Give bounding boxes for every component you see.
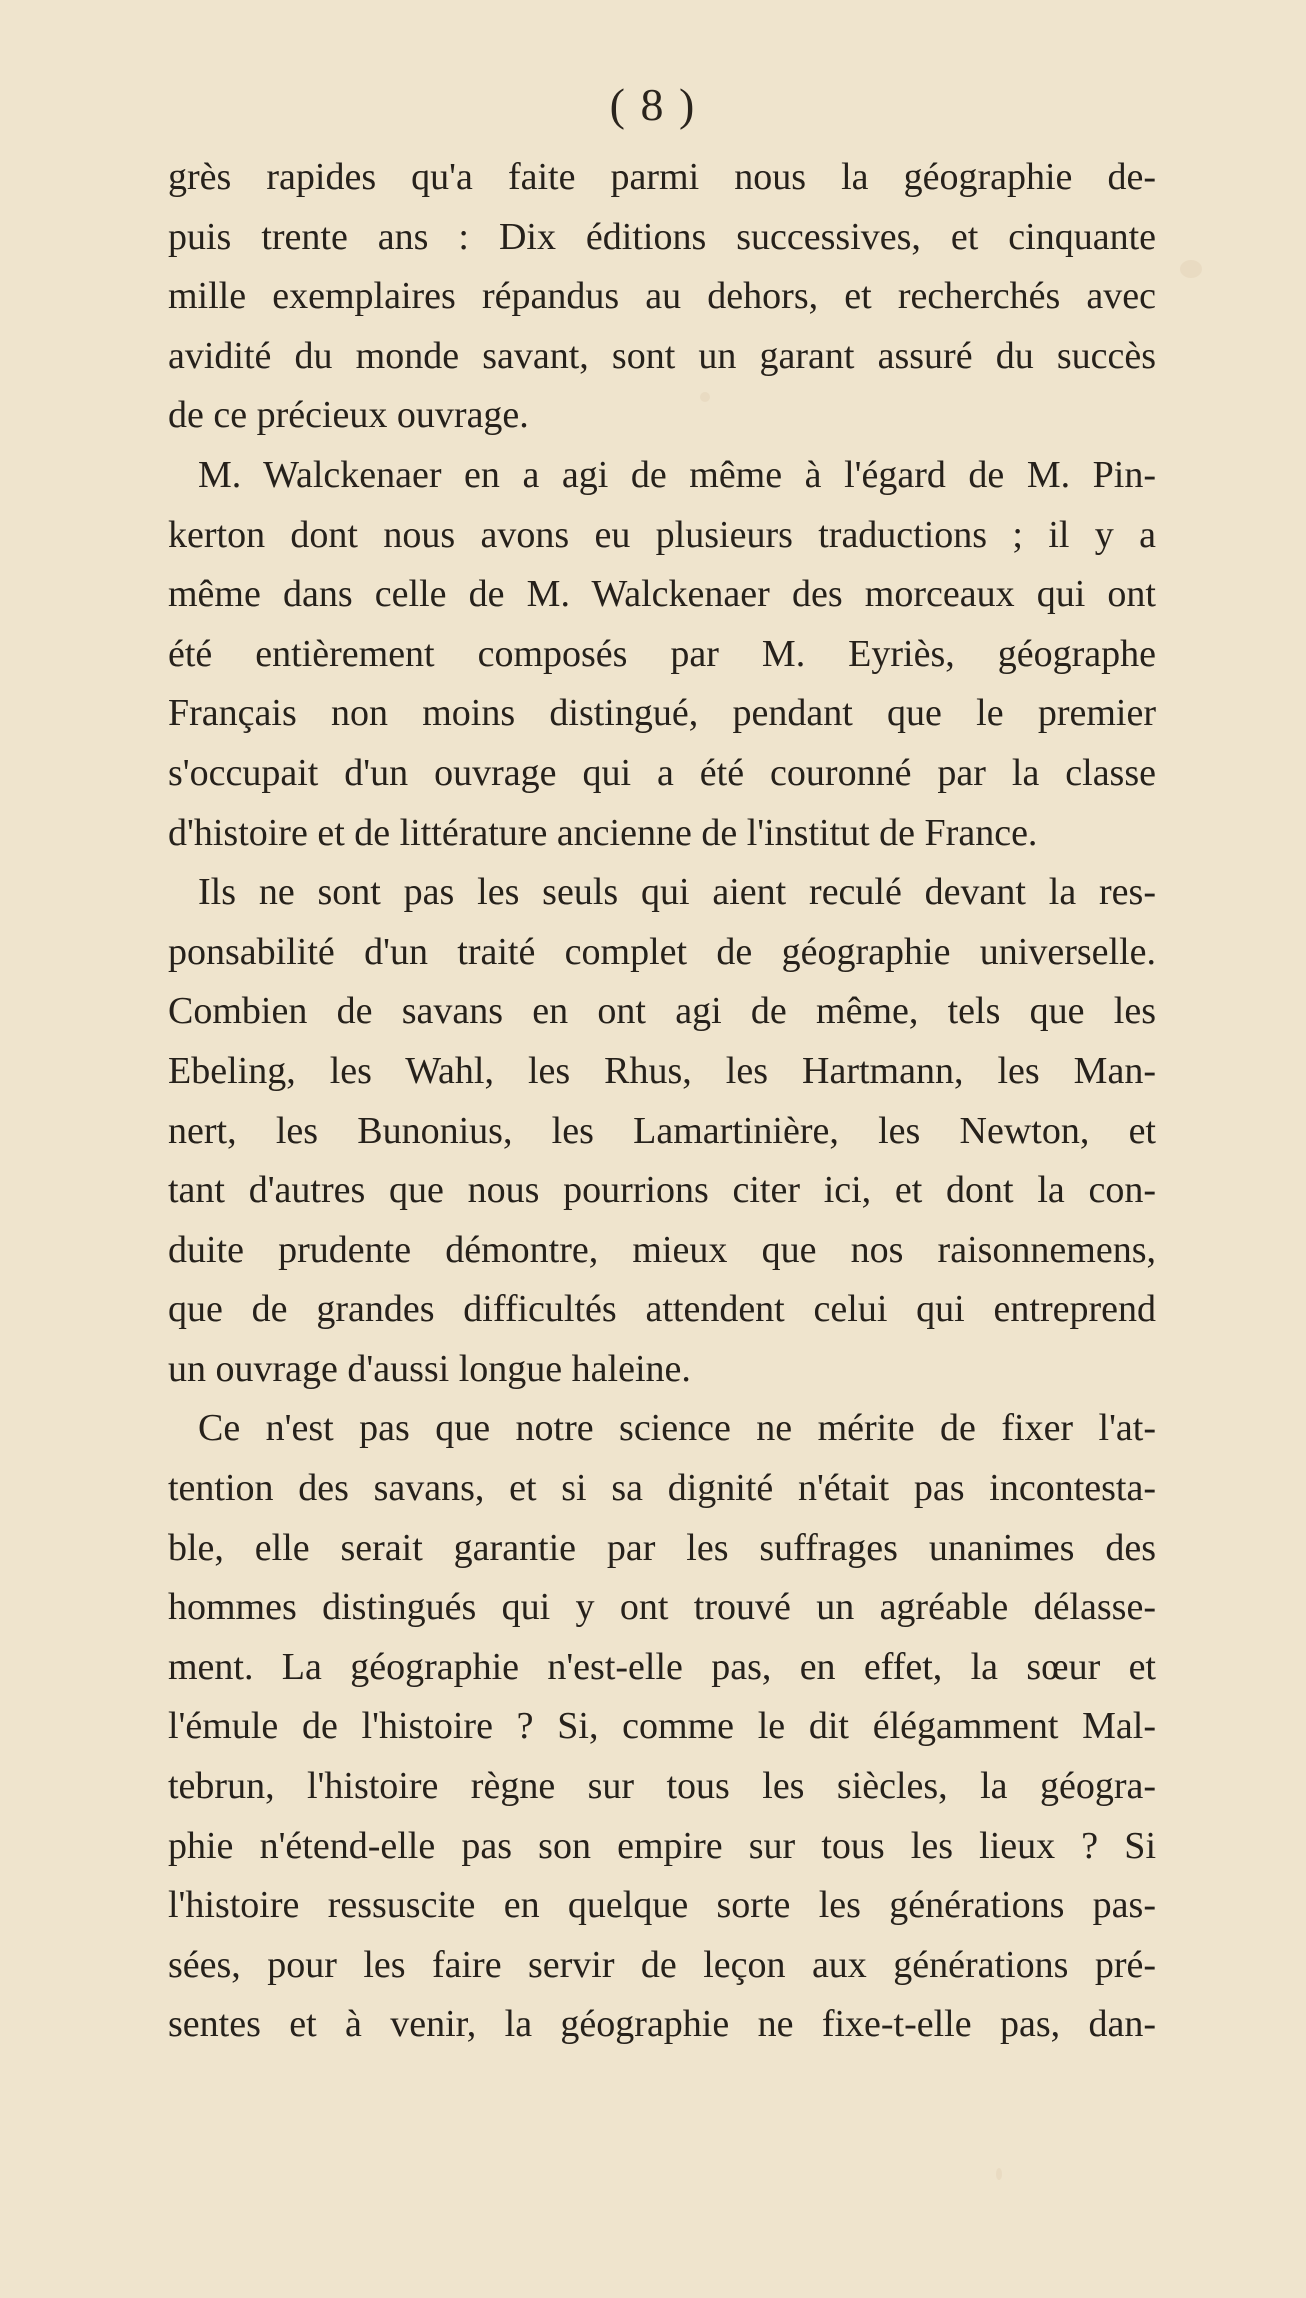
text-line: mille exemplaires répandus au dehors, et recherchés avec <box>168 275 1156 318</box>
text-line: kerton dont nous avons eu plusieurs traductions ; il y a <box>168 513 1156 556</box>
text-line: ble, elle serait garantie par les suffrages unanimes des <box>168 1526 1156 1569</box>
text-line: même dans celle de M. Walckenaer des morceaux qui ont <box>168 573 1156 616</box>
text-line: tention des savans, et si sa dignité n'était pas incontesta- <box>168 1467 1156 1510</box>
text-line: Ils ne sont pas les seuls qui aient reculé devant la res- <box>198 871 1156 914</box>
text-line: un ouvrage d'aussi longue haleine. <box>168 1347 691 1390</box>
text-line: que de grandes difficultés attendent celui qui entreprend <box>168 1288 1156 1331</box>
text-line: l'histoire ressuscite en quelque sorte les générations pas- <box>168 1884 1156 1927</box>
text-line: sentes et à venir, la géographie ne fixe-t-elle pas, dan- <box>168 2003 1156 2046</box>
text-line: Français non moins distingué, pendant que le premier <box>168 692 1156 735</box>
text-line: d'histoire et de littérature ancienne de l'institut de France. <box>168 811 1038 854</box>
text-line: tebrun, l'histoire règne sur tous les siècles, la géogra- <box>168 1765 1156 1808</box>
paper-stain <box>1180 260 1202 278</box>
text-line: été entièrement composés par M. Eyriès, géographe <box>168 632 1156 675</box>
page-number: ( 8 ) <box>609 79 697 130</box>
text-line: duite prudente démontre, mieux que nos raisonnemens, <box>168 1228 1156 1271</box>
text-line: ment. La géographie n'est-elle pas, en effet, la sœur et <box>168 1645 1156 1688</box>
text-line: Ce n'est pas que notre science ne mérite de fixer l'at- <box>198 1407 1156 1450</box>
text-line: l'émule de l'histoire ? Si, comme le dit élégamment Mal- <box>168 1705 1156 1748</box>
text-line: Combien de savans en ont agi de même, tels que les <box>168 990 1156 1033</box>
text-line: Ebeling, les Wahl, les Rhus, les Hartmann, les Man- <box>168 1049 1156 1092</box>
paper-stain <box>996 2168 1002 2180</box>
text-line: puis trente ans : Dix éditions successives, et cinquante <box>168 215 1156 258</box>
text-line: M. Walckenaer en a agi de même à l'égard de M. Pin- <box>198 453 1156 496</box>
text-line: avidité du monde savant, sont un garant assuré du succès <box>168 334 1156 377</box>
body-text <box>168 148 1156 2055</box>
text-line: hommes distingués qui y ont trouvé un agréable délasse- <box>168 1586 1156 1629</box>
text-line: nert, les Bunonius, les Lamartinière, les Newton, et <box>168 1109 1156 1152</box>
text-line: grès rapides qu'a faite parmi nous la géographie de- <box>168 156 1156 198</box>
text-line: sées, pour les faire servir de leçon aux générations pré- <box>168 1943 1156 1986</box>
text-line: s'occupait d'un ouvrage qui a été couronné par la classe <box>168 751 1156 794</box>
text-line: ponsabilité d'un traité complet de géographie universelle. <box>168 930 1156 973</box>
text-line: phie n'étend-elle pas son empire sur tous les lieux ? Si <box>168 1824 1156 1867</box>
text-line: de ce précieux ouvrage. <box>168 394 529 437</box>
text-line: tant d'autres que nous pourrions citer ici, et dont la con- <box>168 1169 1156 1212</box>
